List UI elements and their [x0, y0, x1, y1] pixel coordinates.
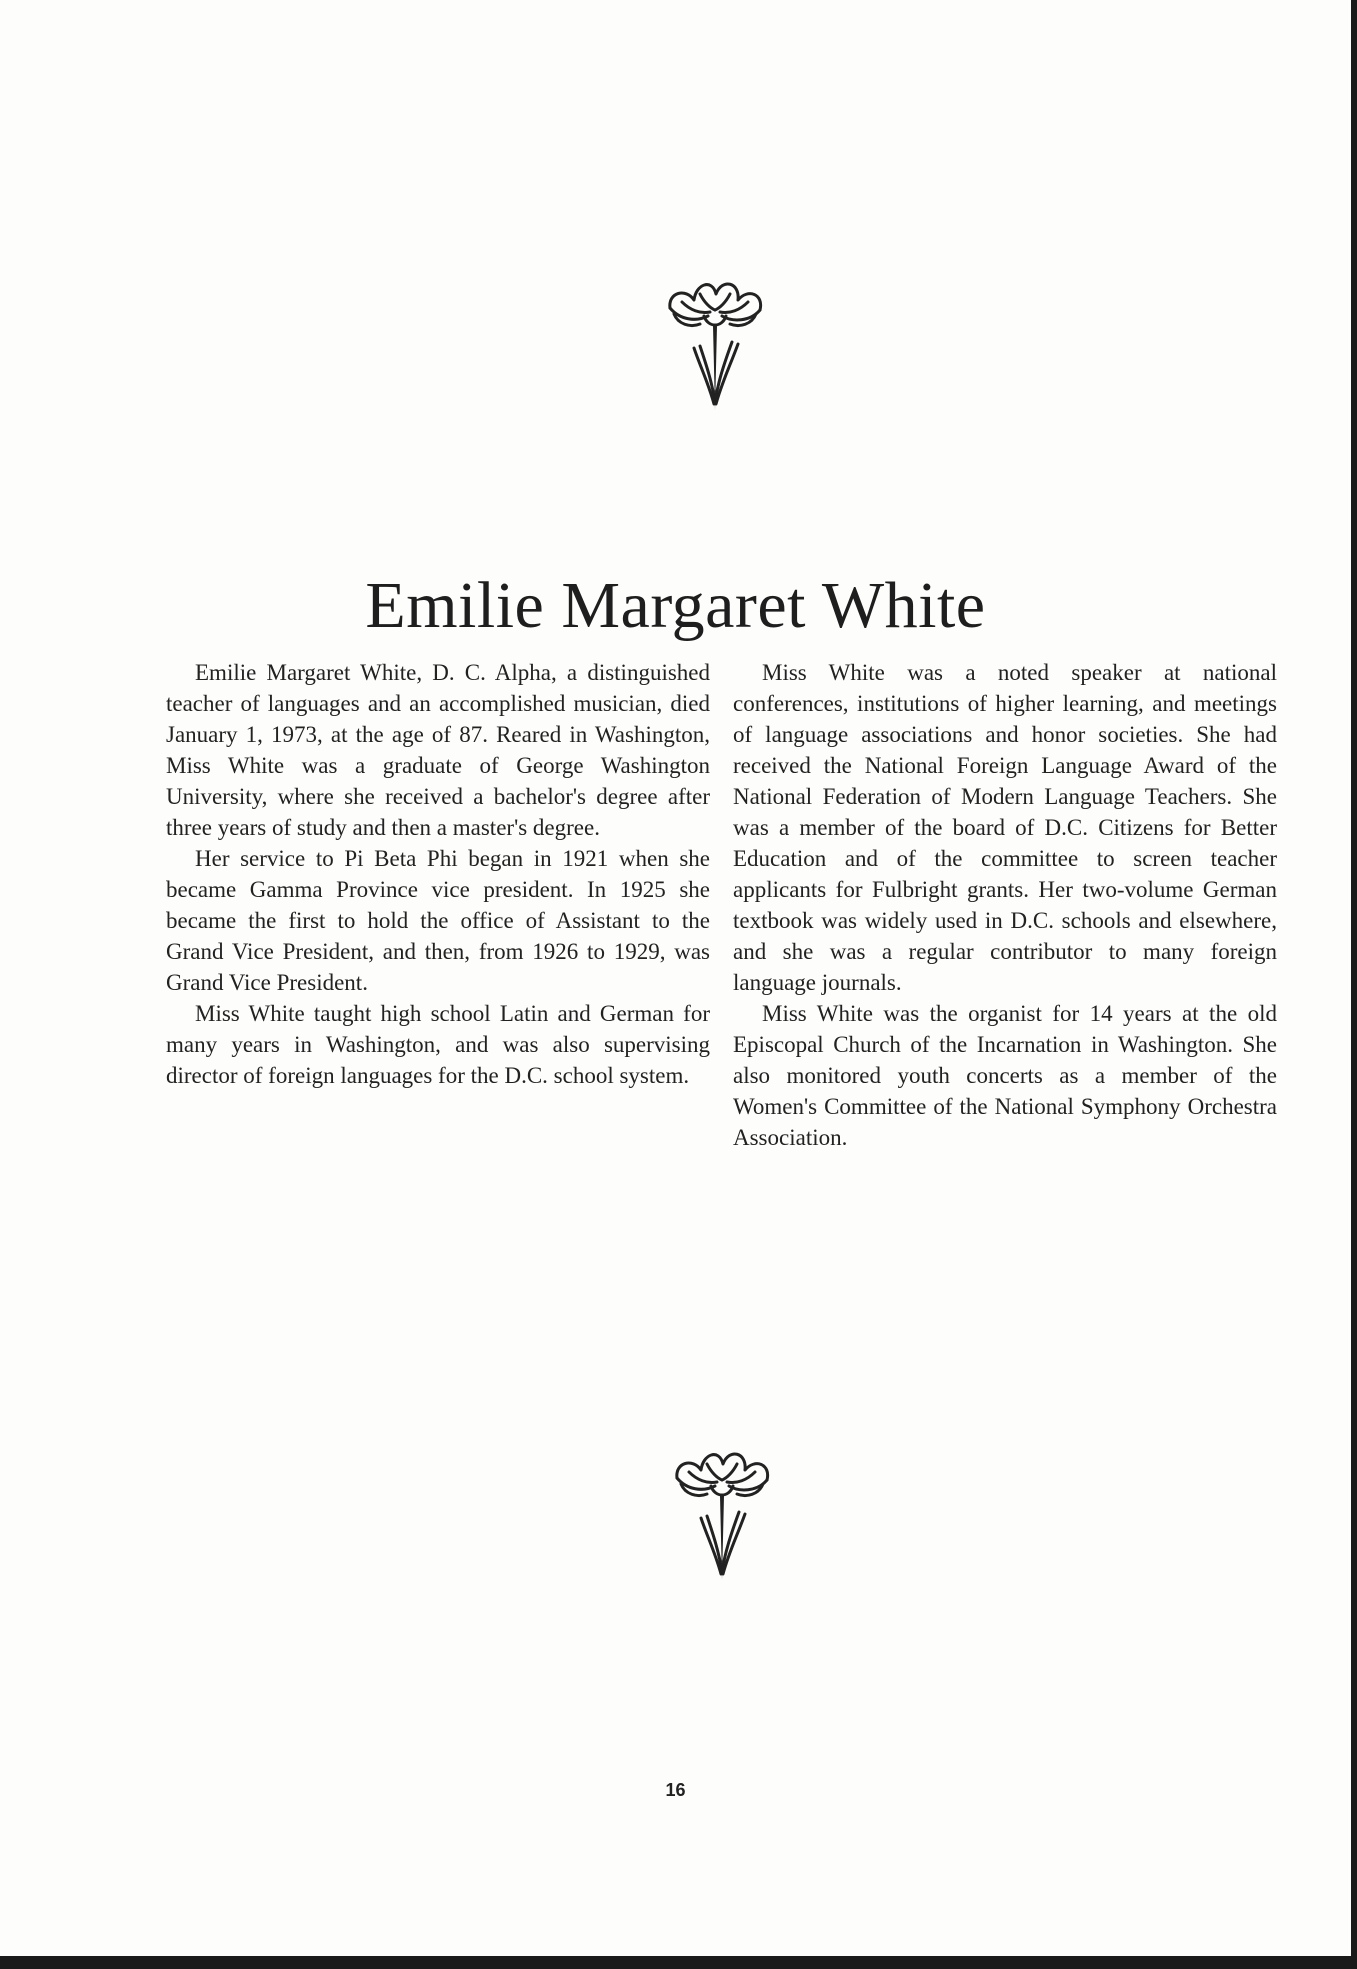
right-column: [733, 657, 1277, 1153]
paragraph: Miss White taught high school Latin and German for many years in Washington, and was also supervising director of foreign languages for the D.C. school system.: [166, 1001, 710, 1088]
carnation-ornament-icon: [667, 1440, 777, 1582]
scan-edge-bottom: [0, 1956, 1357, 1969]
left-column: [166, 657, 710, 1091]
page-number: 16: [665, 1780, 686, 1800]
scan-edge-right: [1351, 0, 1357, 1969]
article-title: Emilie Margaret White: [365, 569, 986, 642]
paragraph: Miss White was the organist for 14 years at the old Episcopal Church of the Incarnation in Washington. She also monitored youth concerts as a member of the Women's Committee of the National Symphony Orchestra Association.: [733, 1001, 1277, 1150]
carnation-ornament-icon: [660, 270, 770, 412]
paragraph: Miss White was a noted speaker at national conferences, institutions of higher learning, and meetings of language associations and honor societies. She had received the National Foreign Language Award of the National Federation of Modern Language Teachers. She was a member of the board of D.C. Citizens for Better Education and of the committee to screen teacher applicants for Fulbright grants. Her two-volume German textbook was widely used in D.C. schools and elsewhere, and she was a regular contributor to many foreign language journals.: [733, 660, 1277, 995]
paragraph: Her service to Pi Beta Phi began in 1921 when she became Gamma Province vice president. In 1925 she became the first to hold the office of Assistant to the Grand Vice President, and then, from 1926 to 1929, was Grand Vice President.: [166, 846, 710, 995]
paragraph: Emilie Margaret White, D. C. Alpha, a distinguished teacher of languages and an accomplished musician, died January 1, 1973, at the age of 87. Reared in Washington, Miss White was a graduate of George Washington University, where she received a bachelor's degree after three years of study and then a master's degree.: [166, 660, 710, 840]
